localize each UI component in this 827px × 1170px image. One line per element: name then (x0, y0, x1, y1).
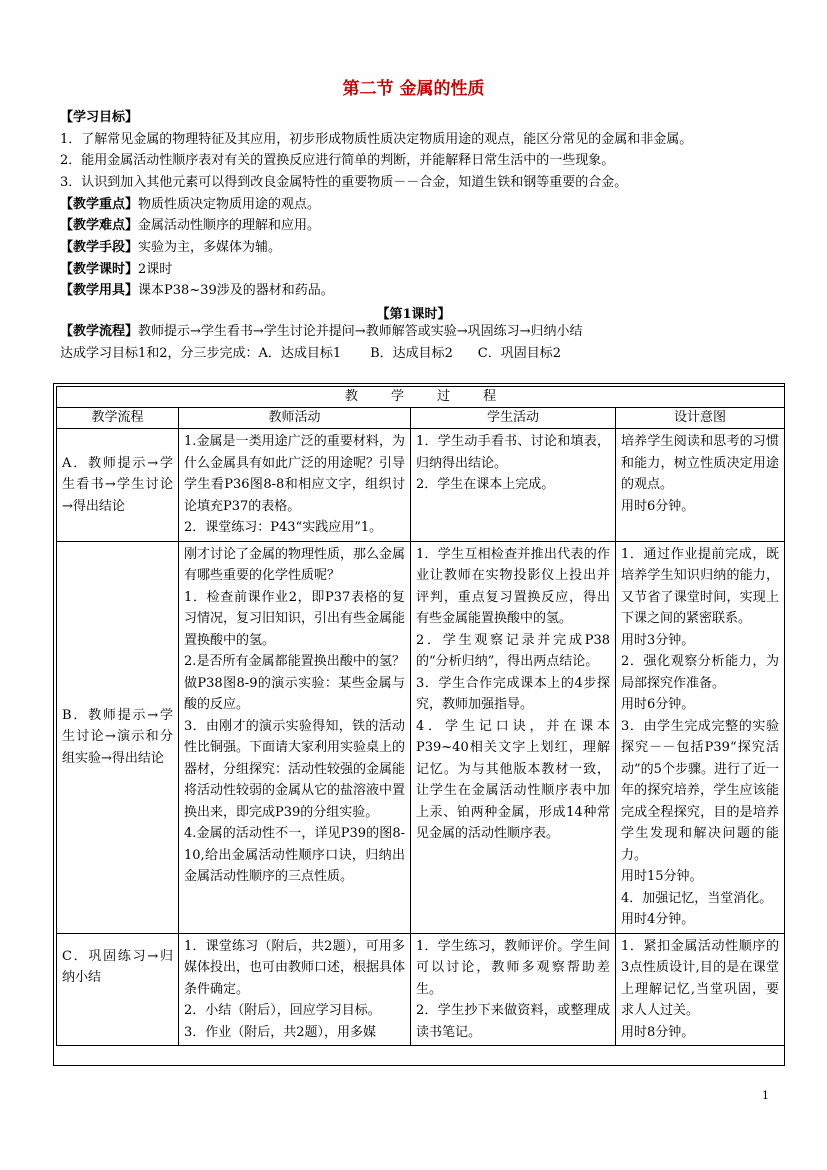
cell-paragraph: 1．学生动手看书、讨论和填表，归纳得出结论。 (416, 434, 610, 471)
cell-paragraph: 2．学生在课本上完成。 (416, 477, 555, 492)
hours-label: 【教学课时】 (60, 262, 139, 277)
objective-1: 1．了解常见金属的物理特征及其应用，初步形成物质性质决定物质用途的观点，能区分常见的金属和非金属。 (60, 132, 693, 147)
cell-paragraph: 用时6分钟。 (621, 498, 695, 514)
cell-paragraph: 1．检查前课作业2，即P37表格的复习情况，复习旧知识，引出有些金属能置换酸中的氢。 (184, 589, 406, 648)
cell-paragraph: 3．由学生完成完整的实验探究－－包括P39“探究活动”的5个步骤。进行了近一年的探究培养，学生应该能完成全程探究，目的是培养学生发现和解决问题的能力。 (621, 718, 779, 863)
page-title: 第二节 金属的性质 (342, 79, 485, 99)
flow-text: A．教师提示→学生看书→学生讨论→得出结论 (62, 455, 173, 514)
objectives-label: 【学习目标】 (60, 110, 139, 125)
teaching-flow (60, 323, 582, 340)
cell-paragraph: 2.是否所有金属都能置换出酸中的氢？做P38图8-9的演示实验：某些金属与酸的反应。 (184, 654, 405, 712)
difficulty-text: 金属活动性顺序的理解和应用。 (138, 218, 321, 233)
row-a-design (616, 429, 785, 542)
cell-paragraph: 3．学生合作完成课本上的4步探究，教师加强指导。 (416, 675, 610, 712)
cell-paragraph: 1．学生练习，教师评价。学生间可以讨论，教师多观察帮助差生。 (416, 938, 610, 997)
cell-paragraph: 用时4分钟。 (621, 912, 695, 927)
flow-text: C．巩固练习→归纳小结 (62, 948, 173, 985)
objective-2: 2．能用金属活动性顺序表对有关的置换反应进行简单的判断，并能解释日常生活中的一些现象。 (60, 153, 615, 168)
key-point-label: 【教学重点】 (60, 197, 139, 212)
cell-paragraph: 1.金属是一类用途广泛的重要材料，为什么金属具有如此广泛的用途呢？引导学生看P36图8-8和相应文字，组织讨论填充P37的表格。 (184, 434, 406, 514)
teaching-process-table (56, 386, 785, 1046)
cell-paragraph: 1．学生互相检查并推出代表的作业让教师在实物投影仪上投出并评判，重点复习置换反应，得出有些金属能置换酸中的氢。 (416, 546, 610, 626)
row-c-teacher (179, 933, 411, 1046)
cell-paragraph: 2．强化观察分析能力，为局部探究作准备。 (621, 654, 779, 691)
row-b-student (411, 541, 616, 933)
header-flow: 教学流程 (57, 408, 179, 429)
row-a-student (411, 429, 616, 542)
header-design: 设计意图 (616, 408, 785, 429)
lesson-heading: 【第1课时】 (376, 307, 451, 322)
table-row (57, 933, 785, 1046)
hours (60, 261, 172, 278)
method-label: 【教学手段】 (60, 240, 139, 255)
header-student: 学生活动 (411, 408, 616, 429)
materials-label: 【教学用具】 (60, 283, 139, 298)
hours-text: 2课时 (138, 262, 173, 277)
materials (60, 282, 334, 299)
materials-text: 课本P38~39涉及的器材和药品。 (138, 283, 334, 298)
cell-paragraph: 4．加强记忆，当堂消化。 (621, 890, 773, 906)
cell-paragraph: 4.金属的活动性不一，详见P39的图8-10,给出金属活动性顺序口诀，归纳出金属活动性顺序的三点性质。 (184, 826, 405, 884)
cell-paragraph: 1．通过作业提前完成，既培养学生知识归纳的能力，又节省了课堂时间，实现上下课之间的紧密联系。 (621, 546, 779, 626)
row-c-student (411, 933, 616, 1046)
row-b-flow (57, 541, 179, 933)
cell-paragraph: 4．学生记口诀，并在课本P39~40相关文字上划红，理解记忆。为与其他版本教材一致，让学生在金属活动性顺序表中加上汞、铂两种金属，形成14种常见金属的活动性顺序表。 (416, 718, 610, 841)
flow-text: B．教师提示→学生讨论→演示和分组实验→得出结论 (62, 707, 173, 766)
cell-paragraph: 用时3分钟。 (621, 632, 695, 648)
method (60, 239, 281, 256)
difficulty (60, 217, 320, 234)
cell-paragraph: 1．紧扣金属活动性顺序的3点性质设计,目的是在课堂上理解记忆,当堂巩固，要求人人过关。 (621, 938, 779, 1018)
flow-label: 【教学流程】 (60, 324, 139, 339)
method-text: 实验为主，多媒体为辅。 (138, 240, 282, 255)
objectives-heading (60, 109, 138, 126)
row-a-teacher (179, 429, 411, 542)
row-c-design (616, 933, 785, 1046)
cell-paragraph: 用时15分钟。 (621, 869, 703, 884)
table-caption: 教 学 过 程 (57, 387, 785, 408)
row-b-design (616, 541, 785, 933)
row-c-flow (57, 933, 179, 1046)
page-number: 1 (762, 1089, 769, 1102)
cell-paragraph: 3．由刚才的演示实验得知，铁的活动性比铜强。下面请大家利用实验桌上的器材，分组探究：活动性较强的金属能将活动性较弱的金属从它的盐溶液中置换出来，即完成P39的分组实验。 (184, 718, 406, 820)
goal-line: 达成学习目标1和2，分三步完成：A．达成目标1 B．达成目标2 C．巩固目标2 (60, 346, 561, 361)
cell-paragraph: 用时8分钟。 (621, 1024, 695, 1040)
header-teacher: 教师活动 (179, 408, 411, 429)
row-b-teacher (179, 541, 411, 933)
row-a-flow (57, 429, 179, 542)
table-caption-row (57, 387, 785, 408)
cell-paragraph: 2．课堂练习：P43“实践应用”1。 (184, 520, 383, 535)
table-row (57, 541, 785, 933)
cell-paragraph: 1．课堂练习（附后，共2题），可用多媒体投出，也可由教师口述，根据具体条件确定。 (184, 938, 406, 997)
flow-text: 教师提示→学生看书→学生讨论并提问→教师解答或实验→巩固练习→归纳小结 (138, 324, 583, 339)
table-header-row (57, 408, 785, 429)
cell-paragraph: 3．作业（附后，共2题），用多媒 (184, 1024, 377, 1040)
cell-paragraph: 2．学生抄下来做资料，或整理成读书笔记。 (416, 1003, 610, 1040)
cell-paragraph: 培养学生阅读和思考的习惯和能力，树立性质决定用途的观点。 (621, 434, 779, 492)
table-row (57, 429, 785, 542)
objective-3: 3．认识到加入其他元素可以得到改良金属特性的重要物质－－合金，知道生铁和钢等重要的合金。 (60, 175, 628, 190)
key-point (60, 196, 320, 213)
cell-paragraph: 2．小结（附后），回应学习目标。 (184, 1003, 381, 1018)
cell-paragraph: 用时6分钟。 (621, 697, 695, 712)
key-point-text: 物质性质决定物质用途的观点。 (138, 197, 321, 212)
difficulty-label: 【教学难点】 (60, 218, 139, 233)
cell-paragraph: 2．学生观察记录并完成P38的“分析归纳”，得出两点结论。 (416, 632, 610, 669)
cell-paragraph: 刚才讨论了金属的物理性质，那么金属有哪些重要的化学性质呢？ (184, 546, 406, 583)
